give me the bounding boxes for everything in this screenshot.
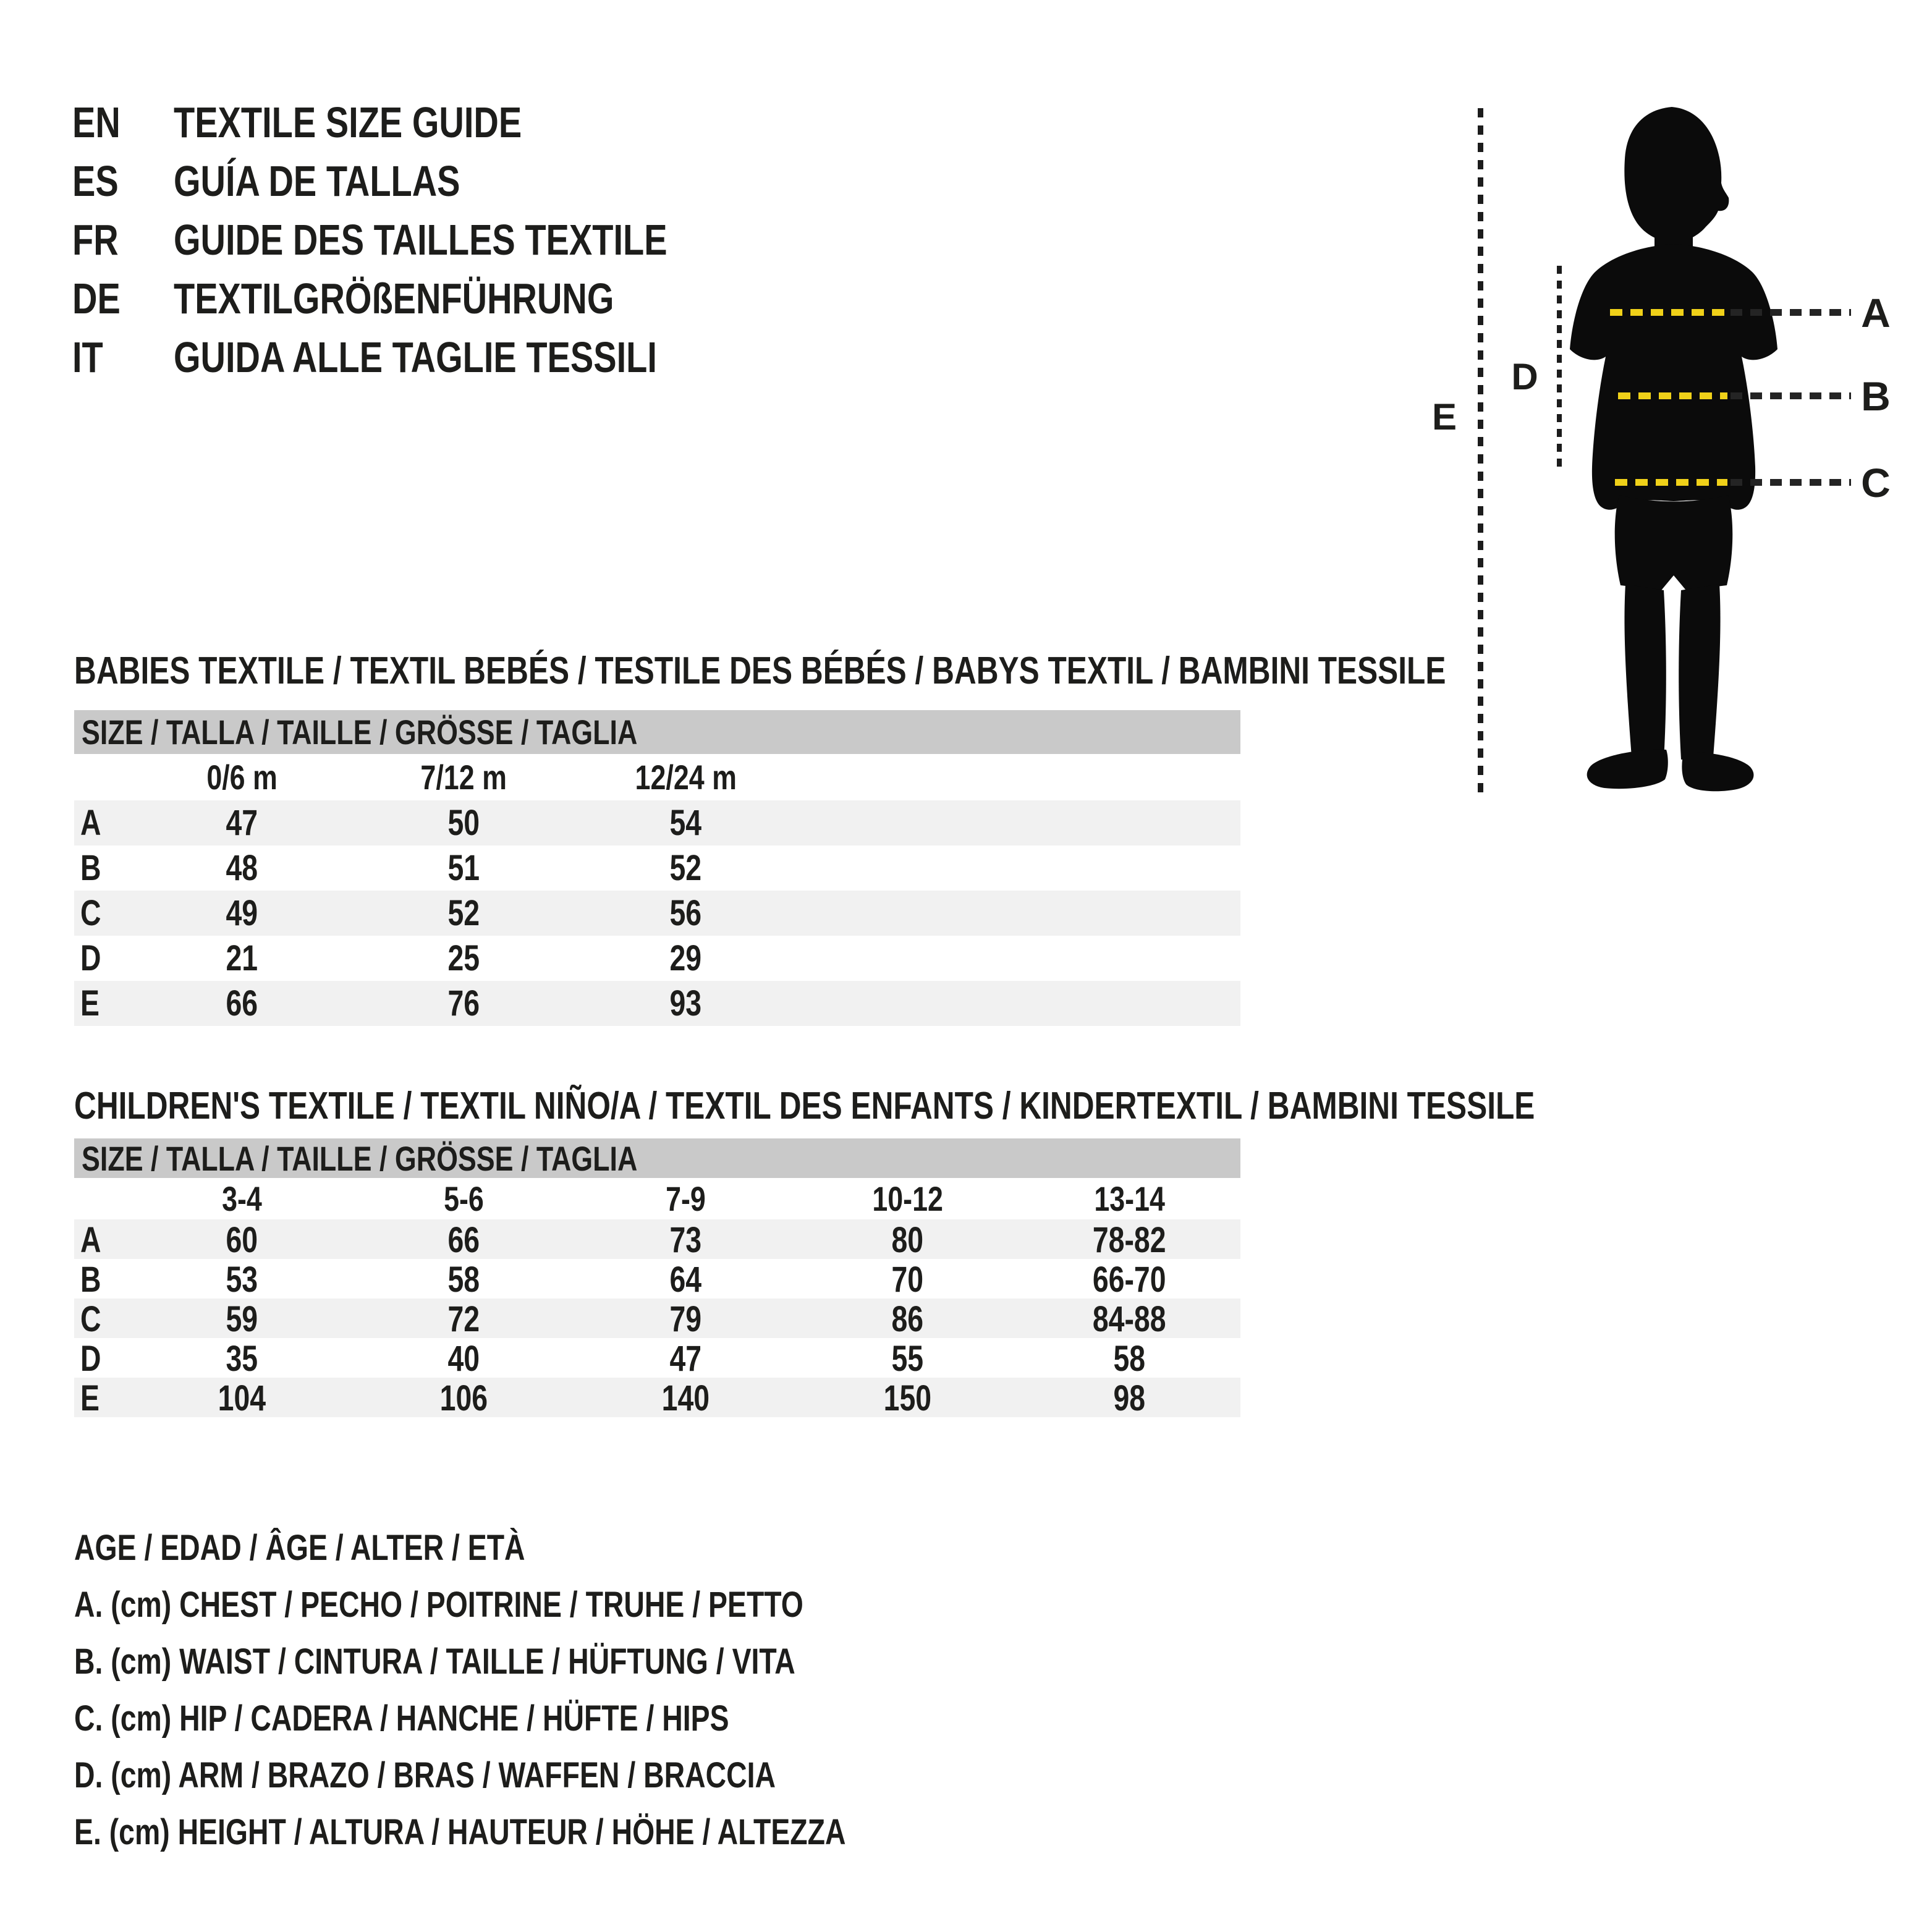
cell bbox=[131, 892, 353, 934]
cell bbox=[131, 938, 353, 979]
legend-line-text: D. (cm) ARM / BRAZO / BRAS / WAFFEN / BRACCIA bbox=[74, 1755, 776, 1795]
language-row bbox=[72, 328, 938, 386]
cell-value: 73 bbox=[669, 1220, 702, 1260]
cell-value: 59 bbox=[226, 1299, 258, 1339]
column-header-text: 3-4 bbox=[222, 1179, 262, 1218]
row-label bbox=[74, 983, 131, 1024]
row-label bbox=[74, 802, 131, 844]
cell-value: 47 bbox=[226, 803, 258, 843]
babies-size-header-text: SIZE / TALLA / TAILLE / GRÖSSE / TAGLIA bbox=[82, 713, 638, 752]
cell bbox=[353, 1299, 575, 1340]
cell bbox=[353, 1259, 575, 1300]
row-label-text: B bbox=[80, 1260, 101, 1300]
language-title-block bbox=[72, 93, 938, 386]
cell-value: 55 bbox=[891, 1339, 924, 1379]
row-label bbox=[74, 1259, 131, 1300]
column-header-text: 0/6 m bbox=[206, 758, 278, 797]
row-label bbox=[74, 1338, 131, 1379]
table-row bbox=[74, 1338, 1240, 1378]
table-row bbox=[74, 845, 1240, 891]
cell-value: 79 bbox=[669, 1299, 702, 1339]
cell bbox=[797, 1299, 1019, 1340]
cell-value: 64 bbox=[669, 1260, 702, 1300]
language-row bbox=[72, 93, 938, 151]
cell bbox=[131, 1338, 353, 1379]
language-code: IT bbox=[72, 333, 103, 381]
column-header-text: 12/24 m bbox=[635, 758, 737, 797]
cell bbox=[353, 892, 575, 934]
cell bbox=[575, 983, 797, 1024]
cell bbox=[353, 802, 575, 844]
row-label-text: D bbox=[80, 1339, 101, 1379]
cell-value: 52 bbox=[669, 848, 702, 888]
babies-size-header-bar bbox=[74, 710, 1240, 754]
chest-measure-dashes-dark bbox=[1731, 309, 1851, 316]
measure-label-d: D bbox=[1511, 356, 1538, 397]
children-section-heading bbox=[74, 1078, 1900, 1133]
language-title: GUÍA DE TALLAS bbox=[174, 156, 460, 205]
hip-measure-dashes-dark bbox=[1731, 479, 1851, 486]
cell-value: 80 bbox=[891, 1220, 924, 1260]
cell bbox=[575, 1299, 797, 1340]
row-label bbox=[74, 892, 131, 934]
column-header bbox=[797, 1179, 1019, 1219]
column-header bbox=[575, 1179, 797, 1219]
hip-measure-dashes-yellow bbox=[1615, 479, 1727, 486]
cell-value: 53 bbox=[226, 1260, 258, 1300]
row-label-text: D bbox=[80, 938, 101, 978]
column-header-text: 13-14 bbox=[1094, 1179, 1165, 1218]
column-header bbox=[1019, 1179, 1240, 1219]
language-code: EN bbox=[72, 98, 121, 146]
table-row bbox=[74, 981, 1240, 1026]
row-label bbox=[74, 1299, 131, 1340]
chest-measure-dashes-yellow bbox=[1610, 309, 1727, 316]
cell-value: 25 bbox=[447, 938, 480, 978]
row-label bbox=[74, 1219, 131, 1261]
cell-value: 40 bbox=[447, 1339, 480, 1379]
column-header-text: 7-9 bbox=[666, 1179, 706, 1218]
cell-value: 140 bbox=[661, 1378, 710, 1418]
cell bbox=[575, 1259, 797, 1300]
cell bbox=[575, 1219, 797, 1261]
cell-value: 66-70 bbox=[1093, 1260, 1166, 1300]
cell bbox=[575, 802, 797, 844]
table-row bbox=[74, 891, 1240, 936]
language-code: ES bbox=[72, 156, 119, 205]
cell bbox=[131, 802, 353, 844]
waist-measure-dashes-dark bbox=[1731, 392, 1851, 399]
measure-label-c: C bbox=[1861, 460, 1891, 506]
cell bbox=[353, 1378, 575, 1419]
row-label-text: E bbox=[80, 983, 100, 1023]
language-code: FR bbox=[72, 215, 119, 264]
cell-value: 56 bbox=[669, 893, 702, 933]
cell-value: 21 bbox=[226, 938, 258, 978]
language-row bbox=[72, 269, 938, 328]
cell-value: 58 bbox=[447, 1260, 480, 1300]
cell bbox=[353, 983, 575, 1024]
column-header bbox=[353, 757, 575, 797]
row-label-text: A bbox=[80, 803, 101, 843]
cell bbox=[353, 938, 575, 979]
cell bbox=[797, 1259, 1019, 1300]
cell-value: 93 bbox=[669, 983, 702, 1023]
table-row bbox=[74, 1259, 1240, 1299]
cell-value: 60 bbox=[226, 1220, 258, 1260]
babies-section-heading-text: BABIES TEXTILE / TEXTIL BEBÉS / TESTILE DES BÉBÉS / BABYS TEXTIL / BAMBINI TESSILE bbox=[74, 649, 1446, 692]
measure-label-e: E bbox=[1431, 396, 1457, 438]
cell bbox=[131, 1299, 353, 1340]
cell bbox=[1019, 1259, 1240, 1300]
babies-section-heading bbox=[74, 643, 1789, 698]
cell bbox=[353, 1219, 575, 1261]
cell bbox=[131, 1378, 353, 1419]
arm-measure-line-d bbox=[1557, 266, 1562, 470]
row-label-text: E bbox=[80, 1378, 100, 1418]
children-section-heading-text: CHILDREN'S TEXTILE / TEXTIL NIÑO/A / TEXTIL DES ENFANTS / KINDERTEXTIL / BAMBINI TESSILE bbox=[74, 1084, 1535, 1127]
cell bbox=[131, 983, 353, 1024]
cell bbox=[131, 1219, 353, 1261]
children-column-header-row bbox=[74, 1178, 1240, 1219]
table-row bbox=[74, 1299, 1240, 1338]
legend-line-text: C. (cm) HIP / CADERA / HANCHE / HÜFTE / HIPS bbox=[74, 1698, 729, 1739]
cell-value: 52 bbox=[447, 893, 480, 933]
cell-value: 48 bbox=[226, 848, 258, 888]
legend-line bbox=[74, 1803, 1039, 1860]
language-row bbox=[72, 210, 938, 269]
cell bbox=[1019, 1299, 1240, 1340]
cell bbox=[353, 1338, 575, 1379]
table-row bbox=[74, 1378, 1240, 1417]
legend-line bbox=[74, 1690, 1039, 1747]
column-header bbox=[575, 757, 797, 797]
row-label-text: C bbox=[80, 893, 101, 933]
language-title: GUIDA ALLE TAGLIE TESSILI bbox=[174, 333, 657, 381]
cell-value: 50 bbox=[447, 803, 480, 843]
cell bbox=[797, 1338, 1019, 1379]
table-row bbox=[74, 936, 1240, 981]
cell bbox=[575, 847, 797, 889]
column-header bbox=[353, 1179, 575, 1219]
row-label-text: C bbox=[80, 1299, 101, 1339]
language-code: DE bbox=[72, 274, 121, 323]
legend-line bbox=[74, 1576, 1039, 1633]
children-size-table bbox=[74, 1138, 1240, 1417]
column-header-text: 7/12 m bbox=[420, 758, 507, 797]
row-label bbox=[74, 847, 131, 889]
row-label bbox=[74, 1378, 131, 1419]
column-header bbox=[131, 1179, 353, 1219]
cell-value: 58 bbox=[1113, 1339, 1146, 1379]
babies-column-header-row bbox=[74, 754, 1240, 800]
cell-value: 78-82 bbox=[1093, 1220, 1166, 1260]
cell-value: 98 bbox=[1113, 1378, 1146, 1418]
language-title: TEXTILE SIZE GUIDE bbox=[174, 98, 522, 146]
babies-size-table bbox=[74, 710, 1240, 1026]
language-title: GUIDE DES TAILLES TEXTILE bbox=[174, 215, 667, 264]
cell bbox=[131, 1259, 353, 1300]
language-row bbox=[72, 151, 938, 210]
cell bbox=[797, 1219, 1019, 1261]
cell bbox=[575, 1338, 797, 1379]
legend-line-text: AGE / EDAD / ÂGE / ALTER / ETÀ bbox=[74, 1527, 525, 1568]
measure-label-a: A bbox=[1861, 290, 1891, 336]
cell-value: 150 bbox=[883, 1378, 932, 1418]
cell bbox=[575, 1378, 797, 1419]
cell bbox=[575, 892, 797, 934]
cell-value: 47 bbox=[669, 1339, 702, 1379]
waist-measure-dashes-yellow bbox=[1618, 392, 1727, 399]
children-size-header-bar bbox=[74, 1138, 1240, 1178]
cell-value: 70 bbox=[891, 1260, 924, 1300]
cell-value: 66 bbox=[447, 1220, 480, 1260]
table-row bbox=[74, 800, 1240, 845]
cell-value: 29 bbox=[669, 938, 702, 978]
row-label-text: B bbox=[80, 848, 101, 888]
cell-value: 84-88 bbox=[1093, 1299, 1166, 1339]
column-header bbox=[131, 757, 353, 797]
cell-value: 104 bbox=[218, 1378, 266, 1418]
row-label-text: A bbox=[80, 1220, 101, 1260]
row-label bbox=[74, 938, 131, 979]
legend-line bbox=[74, 1519, 1039, 1576]
cell bbox=[353, 847, 575, 889]
cell-value: 72 bbox=[447, 1299, 480, 1339]
legend-line bbox=[74, 1747, 1039, 1803]
legend-line-text: B. (cm) WAIST / CINTURA / TAILLE / HÜFTUNG / VITA bbox=[74, 1641, 795, 1682]
column-header-text: 10-12 bbox=[872, 1179, 943, 1218]
column-header-text: 5-6 bbox=[444, 1179, 484, 1218]
table-row bbox=[74, 1219, 1240, 1259]
cell-value: 76 bbox=[447, 983, 480, 1023]
cell-value: 35 bbox=[226, 1339, 258, 1379]
cell-value: 106 bbox=[439, 1378, 488, 1418]
cell-value: 66 bbox=[226, 983, 258, 1023]
measure-label-b: B bbox=[1861, 373, 1891, 419]
legend-line-text: A. (cm) CHEST / PECHO / POITRINE / TRUHE / PETTO bbox=[74, 1584, 803, 1625]
cell-value: 86 bbox=[891, 1299, 924, 1339]
language-title: TEXTILGRÖßENFÜHRUNG bbox=[174, 274, 614, 323]
cell bbox=[797, 1378, 1019, 1419]
cell-value: 54 bbox=[669, 803, 702, 843]
cell-value: 51 bbox=[447, 848, 480, 888]
cell-value: 49 bbox=[226, 893, 258, 933]
legend-line bbox=[74, 1633, 1039, 1690]
child-silhouette bbox=[1533, 102, 1817, 807]
cell bbox=[131, 847, 353, 889]
children-size-header-text: SIZE / TALLA / TAILLE / GRÖSSE / TAGLIA bbox=[82, 1138, 638, 1178]
cell bbox=[1019, 1338, 1240, 1379]
measurement-legend bbox=[74, 1519, 1039, 1860]
cell bbox=[1019, 1378, 1240, 1419]
cell bbox=[575, 938, 797, 979]
cell bbox=[1019, 1219, 1240, 1261]
legend-line-text: E. (cm) HEIGHT / ALTURA / HAUTEUR / HÖHE / ALTEZZA bbox=[74, 1811, 846, 1852]
